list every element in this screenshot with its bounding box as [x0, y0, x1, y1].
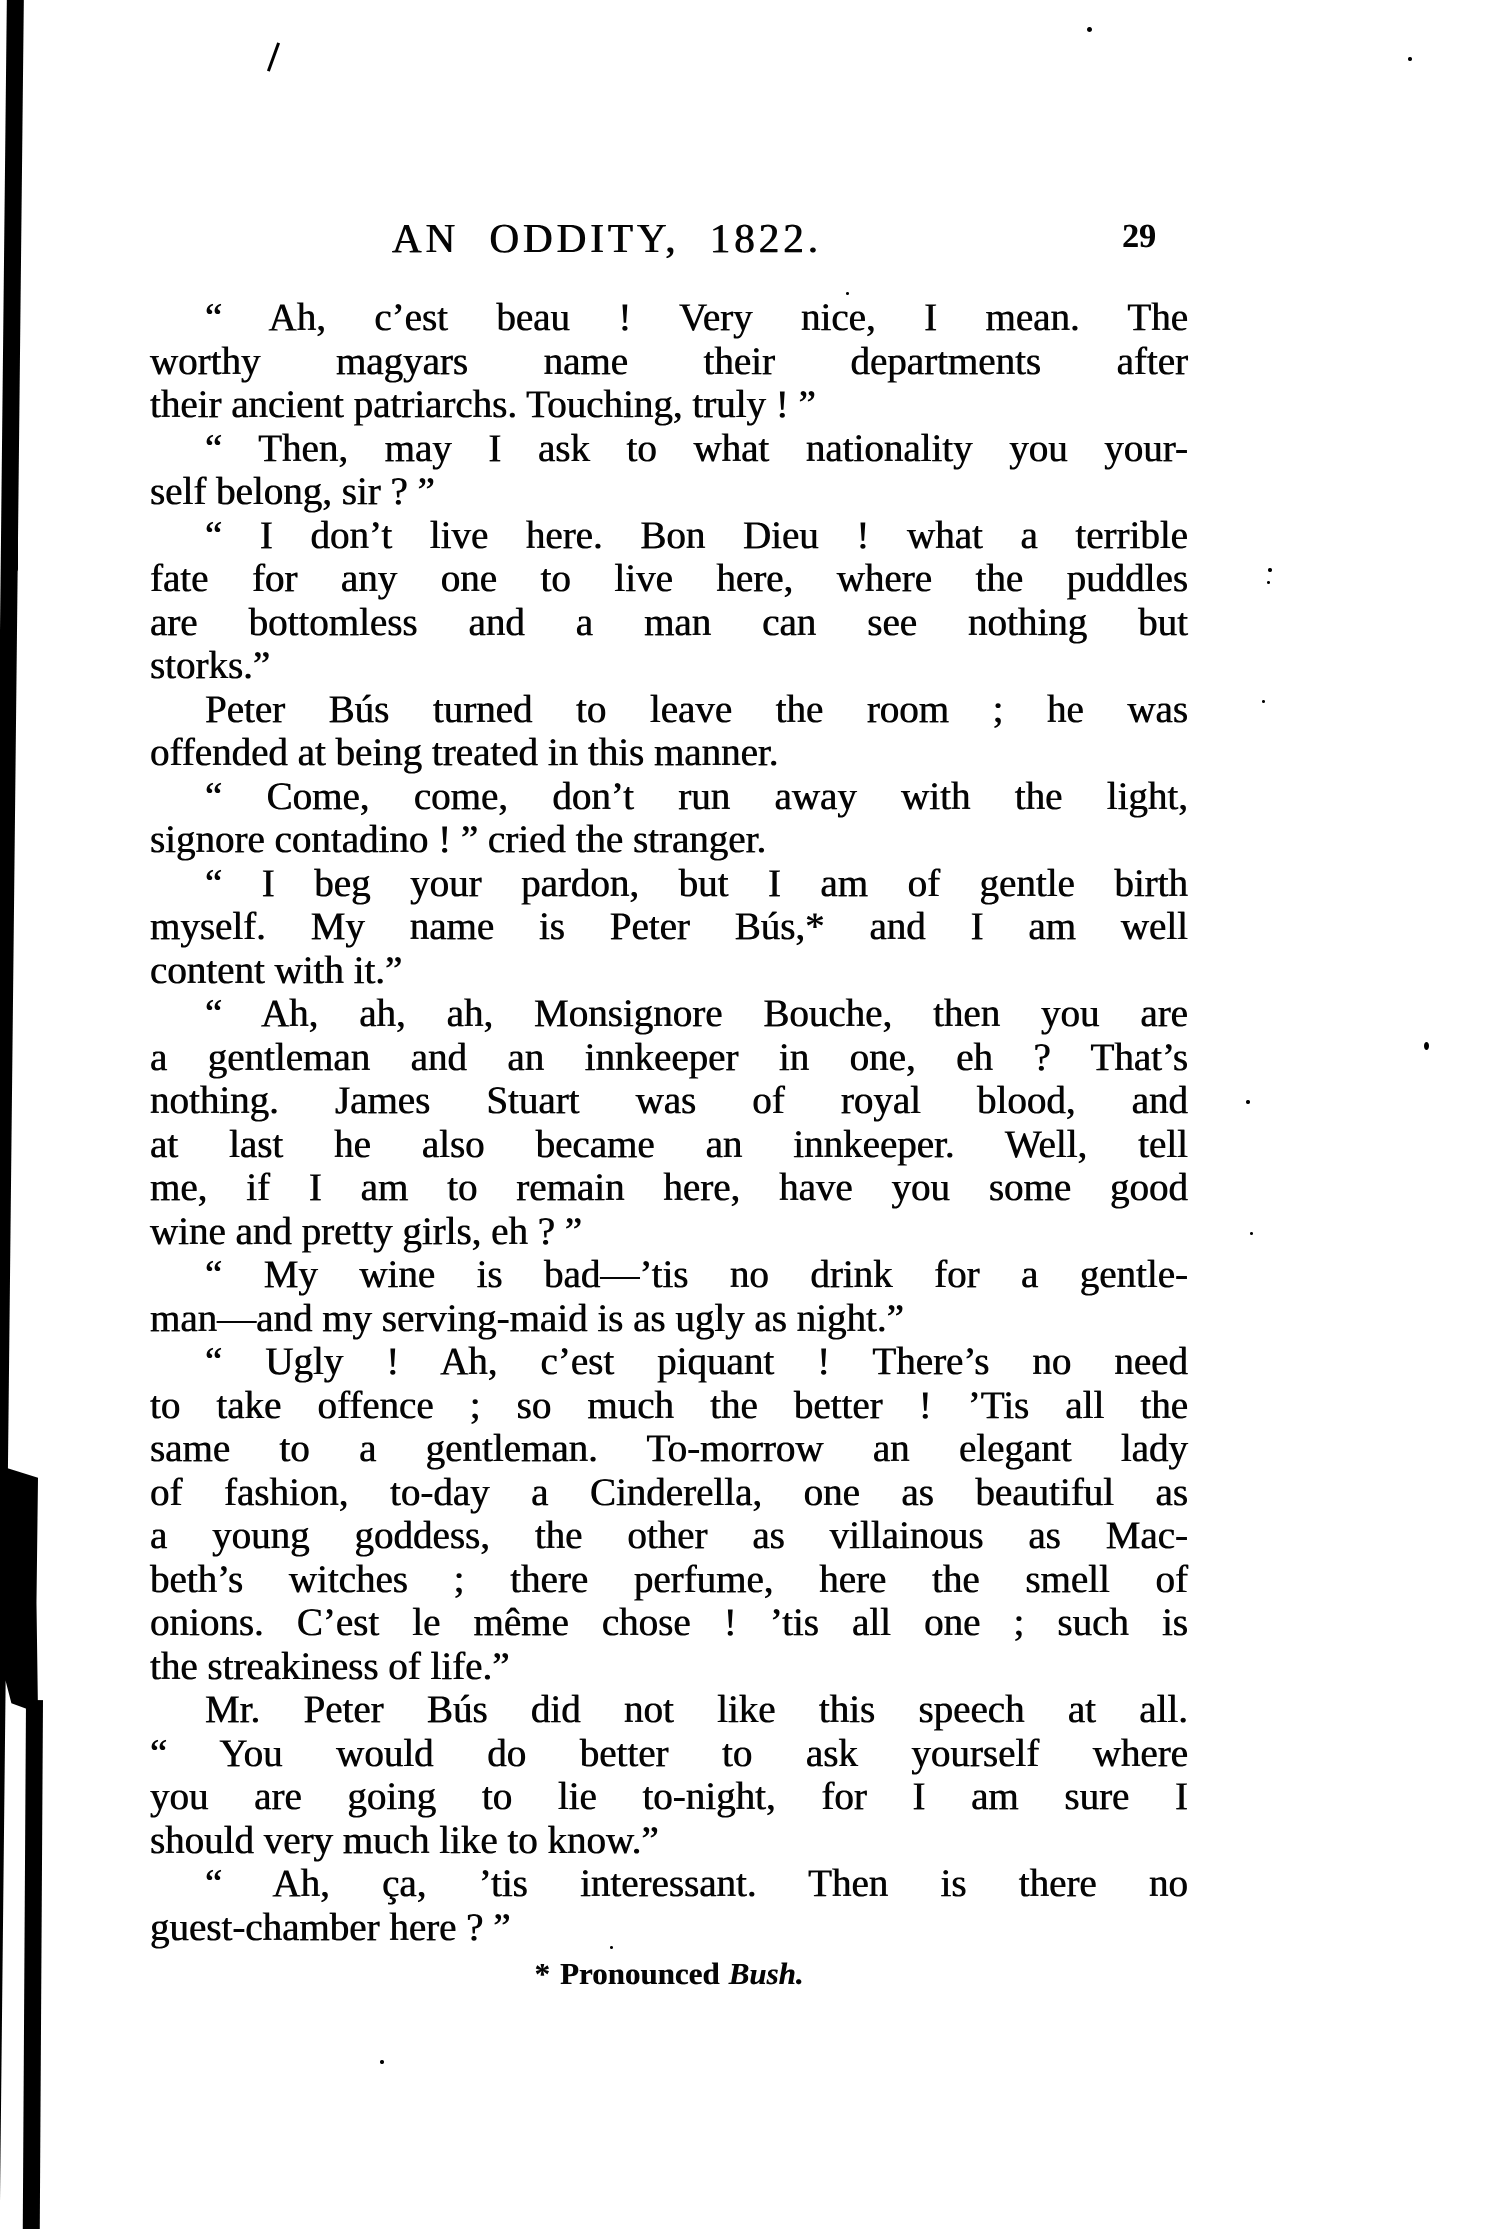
scan-speck [1246, 1100, 1250, 1104]
running-head-title: AN ODDITY, 1822. [392, 215, 823, 261]
paragraph [150, 514, 1188, 688]
scan-speck [1250, 1232, 1253, 1235]
text-line: a young goddess, the other as villainous as Mac- [150, 1514, 1188, 1557]
scan-gutter-shadow [0, 0, 24, 2229]
footnote-pronunciation: Bush. [728, 1956, 804, 1991]
scan-mark [267, 42, 280, 71]
scan-speck [846, 292, 849, 295]
text-line: storks.” [150, 644, 271, 687]
text-line: “ Ugly ! Ah, c’est piquant ! There’s no need [205, 1340, 1188, 1383]
text-line: signore contadino ! ” cried the stranger. [150, 818, 767, 861]
text-line: “ I don’t live here. Bon Dieu ! what a terrible [205, 513, 1188, 557]
paragraph [150, 1340, 1188, 1688]
text-line: at last he also became an innkeeper. Well, tell [150, 1122, 1188, 1166]
text-line: nothing. James Stuart was of royal blood, and [150, 1079, 1188, 1122]
text-line: “ You would do better to ask yourself where [150, 1731, 1188, 1775]
scan-gutter-shadow [3, 425, 18, 575]
text-line: “ Come, come, don’t run away with the light, [205, 774, 1188, 818]
text-line: to take offence ; so much the better ! ’Tis all the [150, 1383, 1188, 1427]
text-line: me, if I am to remain here, have you some good [150, 1166, 1188, 1209]
footnote-text: Pronounced [559, 1956, 720, 1991]
paragraph [150, 775, 1188, 862]
page-number: 29 [1122, 218, 1156, 255]
paragraph [150, 862, 1188, 993]
text-line: their ancient patriarchs. Touching, truly ! ” [150, 383, 816, 426]
text-line: self belong, sir ? ” [150, 470, 435, 513]
text-line: Peter Bús turned to leave the room ; he was [205, 687, 1188, 731]
text-block [150, 296, 1188, 1949]
text-line: “ Ah, ça, ’tis interessant. Then is there no [205, 1862, 1188, 1905]
paragraph [150, 427, 1188, 514]
scan-speck [1262, 700, 1265, 703]
text-line: are bottomless and a man can see nothing but [150, 600, 1188, 644]
text-line: beth’s witches ; there perfume, here the smell of [150, 1557, 1188, 1601]
paragraph [150, 1862, 1188, 1949]
paragraph [150, 296, 1188, 427]
running-head [150, 214, 1188, 260]
text-line: “ Ah, ah, ah, Monsignore Bouche, then you are [205, 992, 1188, 1035]
text-line: “ Then, may I ask to what nationality you your- [205, 426, 1188, 470]
text-line: Mr. Peter Bús did not like this speech at all. [205, 1688, 1188, 1731]
scan-speck [610, 1946, 613, 1949]
text-line: myself. My name is Peter Bús,* and I am well [150, 905, 1188, 948]
paragraph [150, 688, 1188, 775]
text-line: offended at being treated in this manner. [150, 731, 779, 774]
paragraph [150, 1253, 1188, 1340]
text-line: guest-chamber here ? ” [150, 1905, 511, 1949]
text-line: fate for any one to live here, where the puddles [150, 557, 1188, 600]
text-line: worthy magyars name their departments after [150, 339, 1188, 383]
text-line: same to a gentleman. To-morrow an elegant lady [150, 1427, 1188, 1470]
scan-gutter-shadow [23, 1700, 43, 2229]
text-line: a gentleman and an innkeeper in one, eh ? That’s [150, 1035, 1188, 1079]
text-line: wine and pretty girls, eh ? ” [150, 1209, 583, 1253]
footnote-marker: * [534, 1956, 550, 1991]
scan-gutter-shadow [0, 1468, 38, 1713]
text-line: “ I beg your pardon, but I am of gentle birth [205, 861, 1188, 905]
scan-speck [1087, 27, 1092, 32]
text-line: you are going to lie to-night, for I am sure I [150, 1775, 1188, 1818]
text-line: man—and my serving-maid is as ugly as night.” [150, 1296, 904, 1340]
paragraph [150, 992, 1188, 1253]
scan-speck [1408, 57, 1412, 61]
text-line: the streakiness of life.” [150, 1644, 510, 1688]
scan-speck [1268, 568, 1272, 572]
scan-speck [380, 2060, 384, 2064]
paragraph [150, 1688, 1188, 1862]
scan-speck [1267, 581, 1270, 584]
scan-speck [1424, 1042, 1429, 1050]
text-line: “ My wine is bad—’tis no drink for a gentle- [205, 1253, 1188, 1296]
text-line: onions. C’est le même chose ! ’tis all one ; such is [150, 1601, 1188, 1644]
footnote [150, 1956, 1188, 1992]
text-line: of fashion, to-day a Cinderella, one as beautiful as [150, 1470, 1188, 1514]
text-line: “ Ah, c’est beau ! Very nice, I mean. The [205, 296, 1188, 339]
text-line: should very much like to know.” [150, 1818, 659, 1862]
text-line: content with it.” [150, 948, 403, 992]
